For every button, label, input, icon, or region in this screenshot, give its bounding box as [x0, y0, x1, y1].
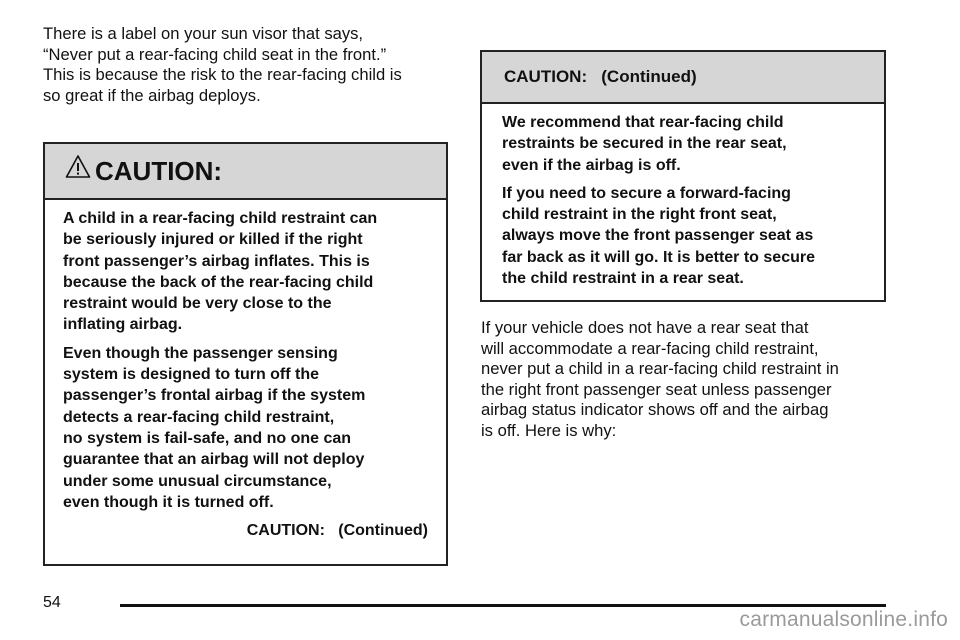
watermark: carmanualsonline.info	[739, 608, 948, 631]
intro-paragraph: There is a label on your sun visor that says, “Never put a rear-facing child seat in the front.” This is because the risk to the rear-facing child is so great if the airbag deploys.	[43, 24, 402, 105]
caution-continued-box	[480, 50, 886, 302]
caution-continued-title: CAUTION: (Continued)	[504, 67, 697, 86]
caution-continued-label: CAUTION: (Continued)	[246, 522, 428, 540]
caution-title: CAUTION:	[95, 155, 223, 186]
caution-continued-header	[482, 52, 884, 104]
caution-continued-paragraph-2: If you need to secure a forward-facing child restraint in the right front seat, always move the front passenger seat as far back as it will go. It is better to secure the child restraint in a rear seat.	[502, 184, 815, 288]
caution-paragraph-1: A child in a rear-facing child restraint can be seriously injured or killed if the right front passenger’s airbag inflates. This is because the back of the rear-facing child restraint would be very close to the inflating airbag.	[63, 210, 378, 334]
warning-triangle-icon	[65, 154, 91, 180]
caution-body	[45, 200, 446, 541]
caution-continued-body	[482, 104, 884, 289]
caution-paragraph-2: Even though the passenger sensing system is designed to turn off the passenger’s frontal airbag if the system detects a rear-facing child restraint, no system is fail-safe, and no one can guarantee that an airbag will not deploy under some unusual circumstance, even though it is turned off.	[63, 344, 366, 511]
caution-box	[43, 142, 448, 566]
after-paragraph: If your vehicle does not have a rear seat that will accommodate a rear-facing child restraint, never put a child in a rear-facing child restraint in the right front passenger seat unless passenger airbag status indicator shows off and the airbag is off. Here is why:	[481, 318, 839, 440]
caution-continued-paragraph-1: We recommend that rear-facing child restraints be secured in the rear seat, even if the airbag is off.	[502, 114, 787, 174]
footer-rule	[120, 604, 886, 607]
caution-header	[45, 144, 446, 200]
page-number: 54	[43, 594, 61, 611]
